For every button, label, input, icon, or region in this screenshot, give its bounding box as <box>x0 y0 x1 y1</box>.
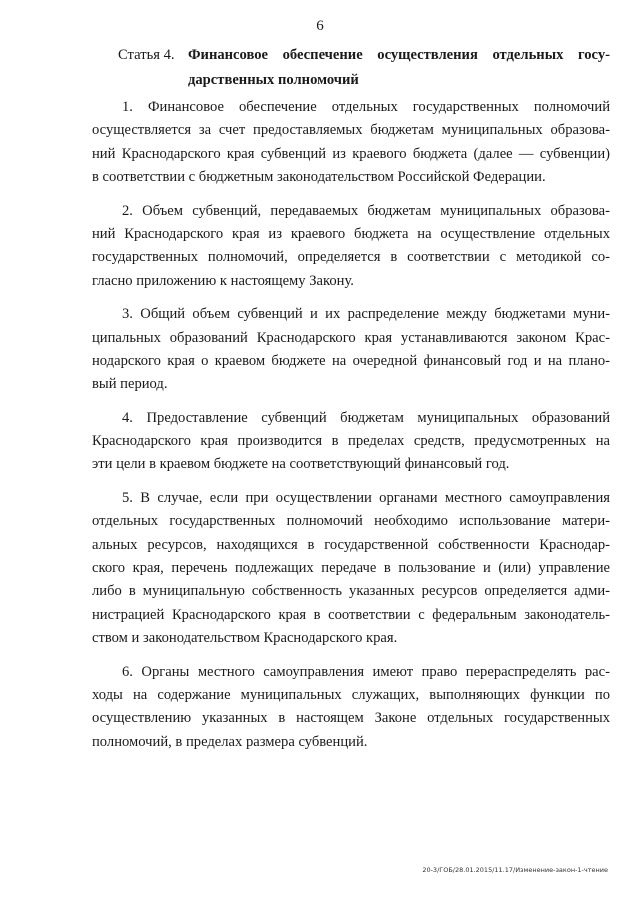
article-title-line-2: дарственных полномочий <box>188 72 359 88</box>
paragraph-line: отдельных государственных полномочий необходимо использование матери- <box>92 513 610 530</box>
article-label: Статья 4. <box>118 47 175 63</box>
paragraph-line: гласно приложению к настоящему Закону. <box>92 272 354 289</box>
paragraph-line: 5. В случае, если при осуществлении органами местного самоуправления <box>122 489 610 506</box>
paragraph-line: 3. Общий объем субвенций и их распределение между бюджетами муни- <box>122 306 610 323</box>
paragraph-line: полномочий, в пределах размера субвенций. <box>92 733 368 750</box>
paragraph-line: 2. Объем субвенций, передаваемых бюджетам муниципальных образова- <box>122 202 610 219</box>
paragraph-line: ний Краснодарского края субвенций из краевого бюджета (далее — субвенции) <box>92 145 610 162</box>
footer-document-code: 20-3/ГОБ/28.01.2015/11.17/Изменение-закон-1-чтение <box>422 866 608 874</box>
paragraph-3 <box>92 303 610 397</box>
paragraph-line: Краснодарского края производится в пределах средств, предусмотренных на <box>92 433 610 450</box>
paragraph-line: государственных полномочий, определяется в соответствии с методикой со- <box>92 249 610 266</box>
paragraph-line: вый период. <box>92 376 168 393</box>
paragraph-line: осуществляется за счет предоставляемых бюджетам муниципальных образова- <box>92 122 610 139</box>
paragraph-4 <box>92 407 610 477</box>
paragraph-2 <box>92 200 610 294</box>
paragraph-line: 1. Финансовое обеспечение отдельных государственных полномочий <box>122 99 610 115</box>
paragraph-line: эти цели в краевом бюджете на соответствующий финансовый год. <box>92 456 510 473</box>
paragraph-5 <box>92 487 610 651</box>
paragraph-line: в соответствии с бюджетным законодательством Российской Федерации. <box>92 169 546 186</box>
paragraph-line: осуществлению указанных в настоящем Законе отдельных государственных <box>92 710 610 727</box>
paragraph-line: 4. Предоставление субвенций бюджетам муниципальных образований <box>122 409 610 426</box>
paragraph-line: 6. Органы местного самоуправления имеют право перераспределять рас- <box>122 663 610 680</box>
article-body <box>92 96 610 764</box>
paragraph-line: либо в муниципальную собственность указанных ресурсов определяется адми- <box>92 583 610 600</box>
paragraph-line: ством и законодательством Краснодарского края. <box>92 630 398 647</box>
paragraph-6 <box>92 661 610 755</box>
paragraph-line: ний Краснодарского края из краевого бюджета на осуществление отдельных <box>92 225 610 242</box>
page-number: 6 <box>316 18 324 34</box>
article-heading <box>118 43 610 93</box>
article-heading-line-2 <box>118 68 610 93</box>
paragraph-line: ципальных образований Краснодарского края устанавливаются законом Крас- <box>92 329 610 346</box>
article-heading-line-1 <box>118 43 610 68</box>
paragraph-line: альных ресурсов, находящихся в государственной собственности Краснодар- <box>92 536 610 553</box>
article-title-line-1: Финансовое обеспечение осуществления отдельных госу- <box>188 47 610 63</box>
paragraph-line: ходы на содержание муниципальных служащих, выполняющих функции по <box>92 686 610 703</box>
paragraph-line: нодарского края о краевом бюджете на очередной финансовый год и на плано- <box>92 352 610 369</box>
paragraph-line: ского края, перечень подлежащих передаче в пользование и (или) управление <box>92 560 610 577</box>
paragraph-line: нистрацией Краснодарского края в соответствии с федеральным законодатель- <box>92 606 610 623</box>
paragraph-1 <box>92 96 610 190</box>
